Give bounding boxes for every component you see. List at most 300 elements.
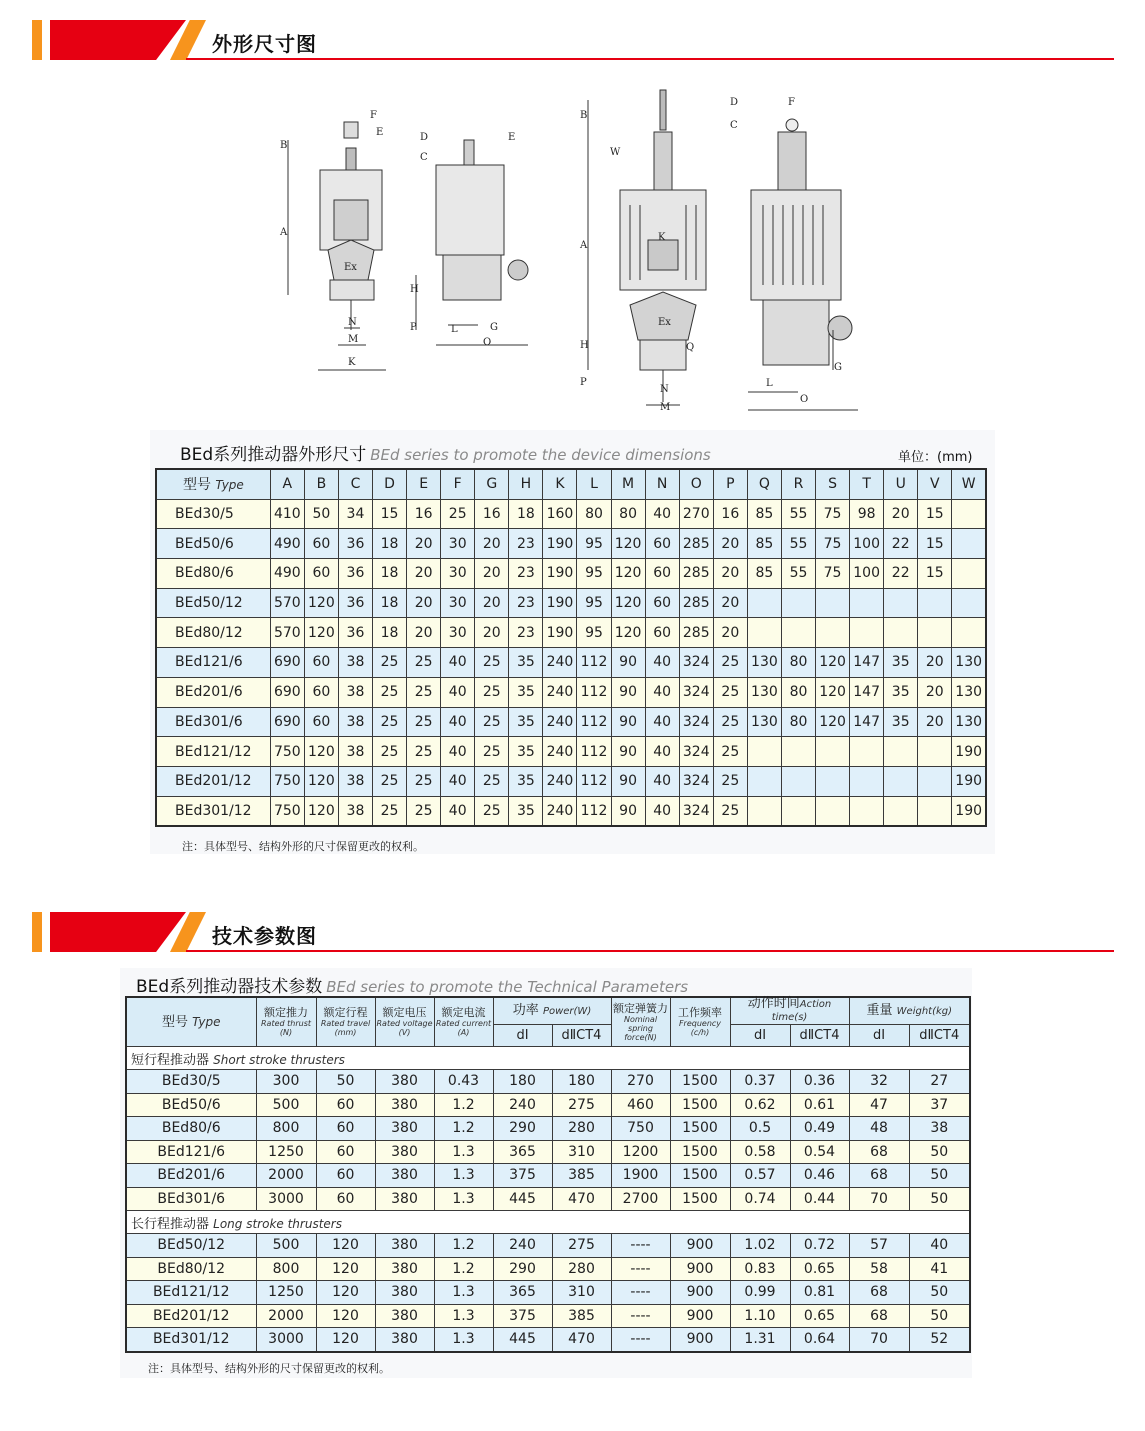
value-cell: 90 [611,648,645,678]
voltage-header-cn: 额定电压 [382,1006,427,1019]
value-cell: 60 [304,529,338,559]
group-long-cn: 长行程推动器 [131,1216,210,1232]
value-cell: 190 [952,737,986,767]
value-cell: 30 [441,529,475,559]
value-cell: 365 [493,1281,552,1305]
current-header-en: Rated current [435,1019,492,1028]
value-cell: 0.64 [790,1328,849,1352]
column-header-f: F [441,469,475,499]
current-header [434,997,493,1047]
value-cell [747,737,781,767]
value-cell: 55 [781,499,815,529]
value-cell: 1.3 [434,1281,493,1305]
value-cell: 280 [552,1117,611,1141]
value-cell: 35 [509,648,543,678]
value-cell: 50 [316,1070,375,1094]
value-cell: 25 [713,737,747,767]
value-cell: 290 [493,1257,552,1281]
dim-label: M [660,402,671,413]
value-cell: 22 [884,559,918,589]
value-cell: 120 [611,588,645,618]
value-cell: 180 [552,1070,611,1094]
value-cell: 285 [679,529,713,559]
value-cell [781,737,815,767]
table-row [156,796,986,826]
model-cell: BEd301/12 [126,1328,256,1352]
value-cell: 690 [270,677,304,707]
travel-header-cn: 额定行程 [323,1006,368,1019]
value-cell: 25 [713,648,747,678]
dim-label: L [766,378,773,389]
value-cell: 380 [375,1093,434,1117]
value-cell: 52 [909,1328,970,1352]
value-cell: 20 [713,529,747,559]
model-cell: BEd30/5 [126,1070,256,1094]
value-cell: 0.65 [790,1304,849,1328]
value-cell: 750 [270,766,304,796]
dim-label: H [580,340,589,351]
frequency-header-unit: (c/h) [690,1028,710,1037]
value-cell: 120 [316,1281,375,1305]
value-cell: 20 [407,529,441,559]
dim-label: W [610,147,621,158]
value-cell [952,499,986,529]
weight-sub-d1: dⅠ [849,1025,909,1047]
value-cell: 120 [304,618,338,648]
dimensions-title [180,440,711,465]
current-header-unit: (A) [457,1028,470,1037]
value-cell: 38 [338,677,372,707]
weight-header-en: Weight(kg) [896,1005,953,1017]
value-cell: 570 [270,618,304,648]
value-cell: 25 [373,766,407,796]
value-cell: 68 [849,1281,909,1305]
dim-label: F [370,110,377,121]
value-cell: 50 [909,1140,970,1164]
table-row [156,559,986,589]
technical-panel [120,968,972,1378]
table-row [126,1257,970,1281]
dim-label: N [348,317,357,328]
spring-header [611,997,670,1047]
value-cell: 68 [849,1164,909,1188]
table-row [156,737,986,767]
value-cell [816,796,850,826]
value-cell: 690 [270,707,304,737]
power-sub-d1: dⅠ [493,1025,552,1047]
column-header-e: E [407,469,441,499]
value-cell: 20 [475,529,509,559]
power-header-en: Power(W) [542,1005,592,1017]
section-title: 技术参数图 [212,924,317,948]
technical-drawing [268,80,868,430]
dim-label: O [800,394,809,405]
value-cell: 324 [679,677,713,707]
value-cell: 34 [338,499,372,529]
value-cell: 90 [611,796,645,826]
value-cell: 75 [816,499,850,529]
column-header-l: L [577,469,611,499]
dimensions-note: 注：具体型号、结构外形的尺寸保留更改的权利。 [182,840,424,853]
value-cell: 3000 [256,1328,316,1352]
value-cell: 20 [884,499,918,529]
value-cell: 1.02 [730,1234,790,1258]
dim-label: D [420,132,429,143]
dim-label: L [451,324,458,335]
model-cell: BEd50/12 [126,1234,256,1258]
value-cell: 23 [509,529,543,559]
value-cell: 120 [316,1234,375,1258]
value-cell: 20 [407,618,441,648]
value-cell: 324 [679,766,713,796]
value-cell: 18 [373,618,407,648]
value-cell: 25 [373,677,407,707]
value-cell: 30 [441,559,475,589]
column-header-o: O [679,469,713,499]
table-row [126,1140,970,1164]
value-cell: 380 [375,1117,434,1141]
value-cell: 60 [645,529,679,559]
section-title: 外形尺寸图 [212,32,317,56]
value-cell: 470 [552,1328,611,1352]
value-cell: 190 [543,559,577,589]
value-cell: 380 [375,1140,434,1164]
value-cell: 48 [849,1117,909,1141]
value-cell [816,737,850,767]
value-cell: 380 [375,1070,434,1094]
value-cell: 57 [849,1234,909,1258]
section-header-dimensions [0,0,1145,60]
value-cell: 40 [645,796,679,826]
dimensions-title-cn: BEd系列推动器外形尺寸 [180,445,367,465]
value-cell: 800 [256,1117,316,1141]
value-cell: 85 [747,499,781,529]
value-cell: 310 [552,1281,611,1305]
value-cell: 50 [909,1164,970,1188]
orange-bar-decoration [32,20,42,60]
value-cell: 500 [256,1234,316,1258]
value-cell: 1500 [670,1117,730,1141]
dim-label: B [580,110,588,121]
value-cell: 270 [611,1070,670,1094]
value-cell: 750 [611,1117,670,1141]
dimensions-header-row [156,469,986,499]
column-header-v: V [918,469,952,499]
value-cell: 27 [909,1070,970,1094]
value-cell: 147 [850,707,884,737]
table-row [126,1117,970,1141]
value-cell: 800 [256,1257,316,1281]
value-cell: 1.2 [434,1117,493,1141]
value-cell: 23 [509,618,543,648]
model-cell: BEd80/6 [156,559,270,589]
value-cell: 25 [373,737,407,767]
value-cell: 160 [543,499,577,529]
value-cell: 70 [849,1187,909,1211]
model-cell: BEd201/12 [156,766,270,796]
value-cell: ---- [611,1328,670,1352]
value-cell: 190 [952,766,986,796]
value-cell: 190 [543,588,577,618]
value-cell: 60 [316,1140,375,1164]
dim-label: K [658,232,666,243]
value-cell: 324 [679,796,713,826]
spring-header-en: Nominal spring [623,1014,658,1033]
value-cell: 900 [670,1328,730,1352]
dim-label: E [376,127,384,138]
value-cell: 80 [611,499,645,529]
value-cell [884,737,918,767]
value-cell: 38 [338,707,372,737]
value-cell: 20 [918,677,952,707]
orange-bar-decoration [32,912,42,952]
type-header [126,997,256,1047]
type-header-cn: 型号 [161,1014,188,1030]
group-label [126,1211,970,1234]
value-cell: 25 [475,707,509,737]
model-cell: BEd201/6 [126,1164,256,1188]
value-cell: 50 [909,1304,970,1328]
table-row [156,677,986,707]
red-bar-decoration [50,912,186,952]
value-cell: 18 [373,588,407,618]
value-cell: 120 [816,648,850,678]
action-header-en: Action time(s) [771,999,832,1023]
column-header-d: D [373,469,407,499]
value-cell: 147 [850,648,884,678]
value-cell: 50 [909,1187,970,1211]
value-cell: 20 [407,559,441,589]
section-header-technical [0,892,1145,952]
value-cell [952,559,986,589]
dim-label: H [410,284,419,295]
value-cell [918,618,952,648]
value-cell: 80 [577,499,611,529]
value-cell: 120 [304,588,338,618]
value-cell: 90 [611,707,645,737]
value-cell: 35 [884,648,918,678]
value-cell: 0.61 [790,1093,849,1117]
value-cell: 32 [849,1070,909,1094]
value-cell: 40 [645,499,679,529]
value-cell: 38 [338,796,372,826]
value-cell: 20 [475,588,509,618]
value-cell: 38 [338,737,372,767]
value-cell: 20 [713,618,747,648]
value-cell: 120 [304,766,338,796]
value-cell: 240 [493,1093,552,1117]
value-cell: 60 [316,1093,375,1117]
value-cell: 410 [270,499,304,529]
model-cell: BEd30/5 [156,499,270,529]
value-cell: 190 [543,529,577,559]
value-cell: 95 [577,588,611,618]
value-cell: 1.3 [434,1304,493,1328]
value-cell: 1500 [670,1187,730,1211]
dim-label: Q [686,342,695,353]
table-row [156,618,986,648]
value-cell [781,766,815,796]
value-cell: 60 [304,559,338,589]
value-cell: 275 [552,1234,611,1258]
value-cell: 0.37 [730,1070,790,1094]
value-cell: 25 [441,499,475,529]
value-cell: 1500 [670,1140,730,1164]
value-cell: 385 [552,1164,611,1188]
red-bar-decoration [50,20,186,60]
thrust-header-cn: 额定推力 [264,1006,308,1019]
dimensions-table [155,468,987,827]
dim-label: A [580,240,588,251]
value-cell [816,618,850,648]
value-cell: 60 [304,707,338,737]
value-cell: 75 [816,529,850,559]
value-cell: 380 [375,1234,434,1258]
value-cell: 70 [849,1328,909,1352]
value-cell [918,796,952,826]
value-cell: 15 [918,559,952,589]
value-cell: 0.65 [790,1257,849,1281]
type-header-cn: 型号 [182,477,211,494]
value-cell: 60 [316,1187,375,1211]
value-cell: 500 [256,1093,316,1117]
value-cell: 324 [679,707,713,737]
value-cell: 112 [577,766,611,796]
value-cell: 40 [441,707,475,737]
value-cell: 3000 [256,1187,316,1211]
value-cell: 0.72 [790,1234,849,1258]
dim-label: Ex [658,317,671,328]
value-cell: 60 [316,1164,375,1188]
value-cell: 0.62 [730,1093,790,1117]
value-cell [884,618,918,648]
value-cell: 1.10 [730,1304,790,1328]
value-cell: 25 [373,796,407,826]
value-cell: 60 [645,588,679,618]
value-cell: 1.3 [434,1140,493,1164]
thrust-header-en: Rated thrust [260,1019,311,1028]
column-header-b: B [304,469,338,499]
value-cell: 1.3 [434,1328,493,1352]
model-cell: BEd121/6 [156,648,270,678]
value-cell: 2700 [611,1187,670,1211]
value-cell: 60 [316,1117,375,1141]
value-cell: 1.31 [730,1328,790,1352]
power-header [493,997,611,1025]
value-cell: 40 [441,648,475,678]
value-cell: 100 [850,529,884,559]
table-row [126,1093,970,1117]
dim-label: F [788,97,795,108]
value-cell: 300 [256,1070,316,1094]
table-row [126,1304,970,1328]
value-cell: 30 [441,588,475,618]
value-cell: 36 [338,618,372,648]
model-cell: BEd80/12 [156,618,270,648]
value-cell: 40 [645,737,679,767]
value-cell [850,618,884,648]
model-cell: BEd301/6 [156,707,270,737]
value-cell: 37 [909,1093,970,1117]
value-cell: 380 [375,1187,434,1211]
weight-header [849,997,970,1025]
type-header-en: Type [192,1014,221,1029]
table-row [156,529,986,559]
value-cell [918,588,952,618]
value-cell: 690 [270,648,304,678]
column-header-h: H [509,469,543,499]
table-row [156,499,986,529]
value-cell: 20 [407,588,441,618]
value-cell: 130 [952,677,986,707]
value-cell: 285 [679,588,713,618]
technical-table [125,996,971,1353]
value-cell: 25 [407,766,441,796]
value-cell: 750 [270,737,304,767]
value-cell: 1.3 [434,1187,493,1211]
value-cell: 25 [475,796,509,826]
value-cell: 25 [373,707,407,737]
value-cell: 90 [611,766,645,796]
model-cell: BEd201/12 [126,1304,256,1328]
technical-title [136,972,688,997]
value-cell: 445 [493,1187,552,1211]
value-cell: 55 [781,529,815,559]
value-cell: 25 [475,677,509,707]
column-header-r: R [781,469,815,499]
voltage-header-en: Rated voltage [376,1019,433,1028]
value-cell: 35 [509,707,543,737]
value-cell: 490 [270,529,304,559]
value-cell: 25 [475,737,509,767]
weight-sub-d2: dⅡCT4 [909,1025,970,1047]
column-header-k: K [543,469,577,499]
frequency-header-en: Frequency [678,1019,722,1028]
value-cell: 1500 [670,1070,730,1094]
value-cell [884,588,918,618]
value-cell: 365 [493,1140,552,1164]
column-header-c: C [338,469,372,499]
travel-header-en: Rated travel [320,1019,371,1028]
action-sub-d2: dⅡCT4 [790,1025,849,1047]
dim-label: D [730,97,739,108]
value-cell: 112 [577,648,611,678]
group-short-stroke [126,1047,970,1070]
value-cell: ---- [611,1234,670,1258]
value-cell: 25 [407,796,441,826]
table-row [156,707,986,737]
value-cell: 0.49 [790,1117,849,1141]
value-cell: 240 [543,796,577,826]
value-cell: 95 [577,618,611,648]
value-cell: 36 [338,529,372,559]
group-short-cn: 短行程推动器 [131,1052,210,1068]
model-cell: BEd50/6 [156,529,270,559]
value-cell: 0.74 [730,1187,790,1211]
value-cell: 120 [611,559,645,589]
value-cell [850,796,884,826]
group-label [126,1047,970,1070]
dim-label: K [348,357,356,368]
value-cell: 130 [747,648,781,678]
value-cell [850,588,884,618]
column-header-g: G [475,469,509,499]
voltage-header-unit: (V) [398,1028,411,1037]
value-cell: 0.5 [730,1117,790,1141]
value-cell [781,618,815,648]
value-cell: ---- [611,1281,670,1305]
value-cell: 1.2 [434,1234,493,1258]
